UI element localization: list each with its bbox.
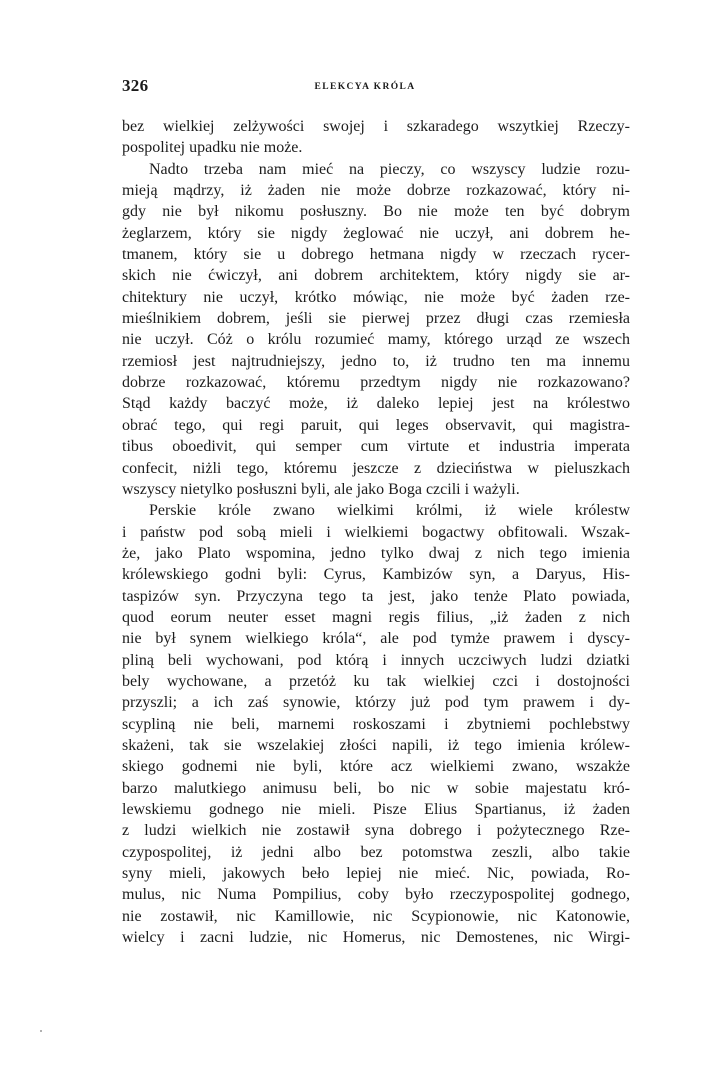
- text-line: bez wielkiej zelżywości swojej i szkaradego wszytkiej Rzeczy-: [122, 118, 630, 135]
- text-line: barzo malutkiego animusu beli, bo nic w sobie majestatu kró-: [122, 779, 630, 797]
- text-line: żeglarzem, który sie nigdy żeglować nie uczył, ani dobrem he-: [122, 224, 630, 242]
- text-line: pospolitej upadku nie może.: [122, 139, 303, 157]
- text-line: że, jako Plato wspomina, jedno tylko dwaj z nich tego imienia: [122, 544, 630, 562]
- text-line: rzemiosł jest najtrudniejszy, jedno to, iż trudno ten ma innemu: [122, 352, 630, 370]
- text-line: czypospolitej, iż jedni albo bez potomstwa zeszli, albo takie: [122, 843, 630, 861]
- text-line: skażeni, tak sie wszelakiej złości napili, iż tego imienia królew-: [122, 736, 630, 754]
- text-line: i państw pod sobą mieli i wielkiemi bogactwy obfitowali. Wszak-: [122, 523, 630, 541]
- text-line: wielcy i zacni ludzie, nic Homerus, nic Demostenes, nic Wirgi-: [122, 929, 630, 947]
- text-line: mieślnikiem dobrem, jeśli sie pierwej przez długi czas rzemiesła: [122, 310, 630, 328]
- text-line: nie był synem wielkiego króla“, ale pod tymże prawem i dyscy-: [122, 630, 630, 648]
- text-line: tibus oboedivit, qui semper cum virtute et industria imperata: [122, 438, 630, 456]
- text-line: tmanem, który sie u dobrego hetmana nigdy w rzeczach rycer-: [122, 246, 630, 264]
- text-line: scypliną nie beli, marnemi roskoszami i zbytniemi pochlebstwy: [122, 715, 630, 733]
- text-line: mieją mądrzy, iż żaden nie może dobrze rozkazować, który ni-: [122, 182, 630, 200]
- text-line: nie zostawił, nic Kamillowie, nic Scypionowie, nic Katonowie,: [122, 907, 630, 925]
- text-line: pliną beli wychowani, pod którą i innych uczciwych ludzi dziatki: [122, 651, 630, 669]
- text-line: nie uczył. Cóż o królu rozumieć mamy, którego urząd ze wszech: [122, 331, 630, 349]
- page-header: [122, 76, 608, 100]
- text-line: gdy nie był nikomu posłuszny. Bo nie może ten być dobrym: [122, 203, 630, 221]
- text-line: skich nie ćwiczył, ani dobrem architektem, który nigdy sie ar-: [122, 267, 630, 285]
- text-line: chitektury nie uczył, krótko mówiąc, nie może być żaden rze-: [122, 288, 630, 306]
- text-line: syny mieli, jakowych beło lepiej nie mieć. Nic, powiada, Ro-: [122, 865, 630, 883]
- text-line: Perskie króle zwano wielkimi królmi, iż wiele królestw: [149, 502, 630, 520]
- scan-speck: [40, 1030, 42, 1032]
- text-line: obrać tego, qui regi paruit, qui leges observavit, qui magistra-: [122, 416, 630, 434]
- text-line: lewskiemu godnego nie mieli. Pisze Elius Spartianus, iż żaden: [122, 801, 630, 818]
- text-line: królewskiego godni byli: Cyrus, Kambizów syn, a Daryus, His-: [122, 566, 630, 584]
- text-line: z ludzi wielkich nie zostawił syna dobrego i pożytecznego Rze-: [122, 822, 630, 840]
- text-line: Stąd każdy baczyć może, iż daleko lepiej jest na królestwo: [122, 395, 630, 413]
- text-line: przyszli; a ich zaś synowie, którzy już pod tym prawem i dy-: [122, 694, 630, 712]
- text-line: quod eorum neuter esset magni regis filius, „iż żaden z nich: [122, 608, 630, 626]
- text-line: dobrze rozkazować, któremu przedtym nigdy nie rozkazowano?: [122, 374, 630, 392]
- text-line: mulus, nic Numa Pompilius, coby było rzeczypospolitej godnego,: [122, 886, 630, 904]
- text-line: skiego godnemi nie byli, które acz wielkiemi zwano, wszakże: [122, 758, 630, 776]
- text-line: wszyscy nietylko posłuszni byli, ale jako Boga czcili i ważyli.: [122, 480, 520, 498]
- body-text: [122, 116, 630, 948]
- text-line: bely wychowane, a przetóż ku tak wielkiej czci i dostojności: [122, 672, 630, 690]
- page-number: 326: [122, 76, 149, 95]
- text-line: confecit, niżli tego, któremu jeszcze z dzieciństwa w pieluszkach: [122, 459, 630, 477]
- running-head: ELEKCYA KRÓLA: [314, 82, 416, 92]
- text-line: Nadto trzeba nam mieć na pieczy, co wszyscy ludzie rozu-: [149, 160, 630, 178]
- text-line: taspizów syn. Przyczyna tego ta jest, jako tenże Plato powiada,: [122, 587, 630, 605]
